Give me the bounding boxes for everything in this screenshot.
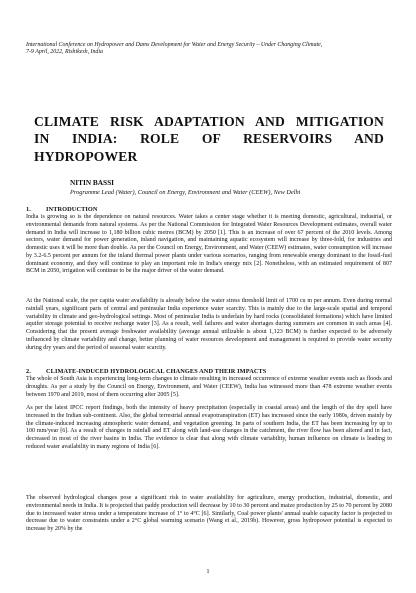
paragraph: The observed hydrological changes pose a significant risk to water availability for agriculture, energy production, industrial, domestic, and environmental needs in India. It is projected that paddy production will decrease by 10 to 30 percent and maize production by 25 to 70 percent by 2080 due to increased water stress under a temperature increase of 1° to 4°C [6]. Similarly, Coal power plants' annual usable capacity factor is projected to decrease due to water constraints under a 2°C global warming scenario (Wang et al., 2019b). However, gross hydropower potential is expected to increase by 20% by the xyxy=(26,495,392,532)
section-number: 2. xyxy=(26,368,31,375)
section-heading-climate-impacts xyxy=(26,368,391,375)
paragraph: India is growing so is the dependence on natural resources. Water takes a center stage whether it is meeting domestic, agricultural, industrial, or environmental demands from natural systems. As per the National Commission for Integrated Water Resources Development estimates, overall water demand in India will increase to 1,180 billion cubic metres (BCM) by 2050 [1]. This is an increase of over 67 percent of the 2010 levels. Among sectors, water demand for power generation, inland navigation, and maintaining aquatic ecosystem will increase by three-fold, for industries and domestic uses it will be more than double. As per the Council on Energy, Environment, and Water (CEEW) estimates, water consumption will increase by 3.2-6.5 percent per annum for the inland thermal power plants under various scenarios, ranging from renewable energy dominant to the fossil-fuel dominant economy, and they will continue to play an important role in India's energy mix [2]. Nonetheless, with an estimated requirement of 807 BCM in 2050, irrigation will continue to be the major driver of the water demand. xyxy=(26,214,392,275)
section-title: CLIMATE-INDUCED HYDROLOGICAL CHANGES AND THEIR IMPACTS xyxy=(46,368,267,375)
page-number: 1 xyxy=(206,568,210,575)
author-affiliation: Programme Lead (Water), Council on Energy, Environment and Water (CEEW), New Delhi xyxy=(70,189,301,196)
paper-title xyxy=(34,113,384,165)
title-line-2: IN INDIA: ROLE OF RESERVOIRS AND xyxy=(34,131,384,147)
paragraph: The whole of South Asia is experiencing long-term changes to climate resulting in increased occurrence of extreme weather events such as floods and droughts. As per a study by the Council on Energy, Environment, and Water (CEEW), India has witnessed more than 478 extreme weather events between 1970 and 2019, most of them occurring after 2005 [5]. xyxy=(26,376,392,398)
title-line-3: HYDROPOWER xyxy=(34,148,138,164)
author-name: NITIN BASSI xyxy=(70,178,115,187)
conference-header xyxy=(26,42,391,57)
title-line-1: CLIMATE RISK ADAPTATION AND MITIGATION xyxy=(34,114,384,129)
section-number: 1. xyxy=(26,206,31,213)
conference-line-2: 7-9 April, 2022, Rishikesh, India xyxy=(26,49,103,56)
section-title: INTRODUCTION xyxy=(46,206,98,213)
paragraph: As per the latest IPCC report findings, both the intensity of heavy precipitation (especially in coastal areas) and the length of the dry spell have increased in the Indian sub-continent. Also, the global terrestrial annual evapotranspiration (ET) has increased since the early 1980s, driven mainly by the climate-induced increasing atmospheric water demand, and vegetation greening. In parts of southern India, the ET has been increasing by up to 100 mm/year [6]. As a result of changes in rainfall and ET along with land-use changes in the catchment, the river flow has been altered and in fact, decreased in most of the river basins in India. The evidence is clear that along with climate variability, human influence on climate is leading to reduced water availability in many regions of India [6]. xyxy=(26,405,392,450)
paragraph: At the National scale, the per capita water availability is already below the water stress threshold limit of 1700 cu m per annum. Even during normal rainfall years, significant parts of central and peninsular India experience water scarcity. This is mainly due to the large-scale spatial and temporal variability in climate and geo-hydrological settings. Most of peninsular India is underlain by hard rocks (consolidated formations) which have limited aquifer storage potential to receive recharge water [3]. As a result, well failures and water shortages during summers are common in such areas [4]. Considering that the present average freshwater availability (average annual utilizable is about 1,123 BCM) is further expected to be adversely influenced by climate variability and change, better planning of water resources development and management is required to provide water security during dry years and the period of seasonal water scarcity. xyxy=(26,298,392,351)
conference-line-1: International Conference on Hydropower and Dams Development for Water and Energy Security – Under Changing Climate, xyxy=(26,42,323,48)
section-heading-introduction xyxy=(26,206,391,213)
